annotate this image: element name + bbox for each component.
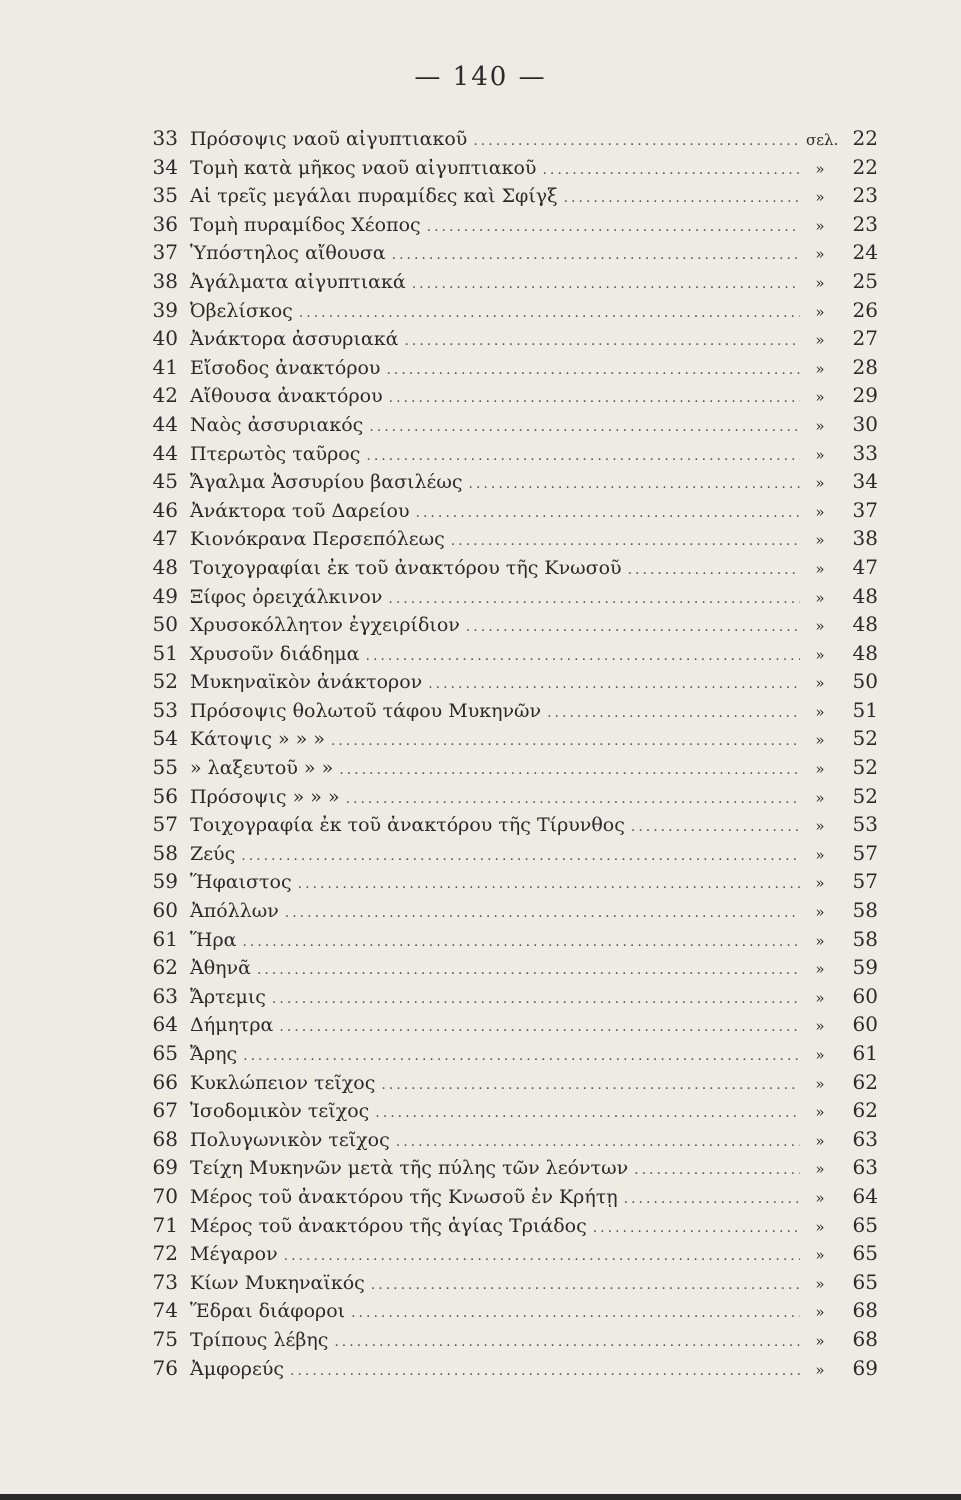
figure-title: Κιονόκρανα Περσεπόλεως [190, 528, 445, 551]
figure-number: 49 [152, 583, 178, 608]
page-ref-mark: » [815, 531, 825, 550]
page-ref-mark: » [815, 1046, 825, 1064]
page-ref-number: 65 [852, 1212, 878, 1237]
page-ref-mark: » [815, 960, 825, 979]
figure-number: 44 [152, 440, 178, 465]
figure-title: Ἄγαλμα Ἀσσυρίου βασιλέως [190, 471, 463, 494]
page-ref-mark: » [815, 331, 825, 350]
page-ref-mark: » [815, 874, 825, 893]
page-ref-number: 60 [852, 1012, 878, 1037]
page-ref-number: 57 [852, 840, 878, 865]
figure-title: Μέγαρον [190, 1243, 278, 1266]
figure-title: Τοιχογραφία ἐκ τοῦ ἀνακτόρου τῆς Τίρυνθος [190, 814, 625, 837]
list-item [118, 1033, 878, 1065]
list-item [118, 747, 878, 780]
figure-title: Αἴθουσα ἀνακτόρου [190, 385, 383, 408]
list-item [118, 1262, 878, 1294]
figure-number: 33 [152, 126, 178, 150]
figure-number: 40 [152, 326, 178, 351]
list-item [118, 633, 878, 665]
page-ref-mark: » [815, 702, 825, 721]
list-item [118, 232, 878, 265]
figure-number: 68 [152, 1126, 178, 1151]
page-ref-mark: » [815, 1360, 825, 1379]
page-ref-mark: » [815, 1274, 825, 1293]
figure-number: 44 [152, 411, 178, 436]
figure-number: 62 [152, 955, 178, 980]
page-bottom-edge [0, 1494, 961, 1500]
page-ref-number: 48 [852, 612, 878, 637]
page-ref-number: 68 [852, 1326, 878, 1351]
figure-title: Ἰσοδομικὸν τεῖχος [190, 1100, 370, 1123]
page-ref-mark: » [815, 1303, 825, 1322]
page-ref-mark: » [815, 1103, 825, 1122]
page-ref-number: 68 [852, 1298, 878, 1323]
list-item [118, 404, 878, 436]
list-item [118, 147, 878, 179]
list-item [118, 375, 878, 408]
list-item [118, 1147, 878, 1180]
page-ref-number: 63 [852, 1126, 878, 1151]
page-ref-number: 69 [852, 1355, 878, 1380]
figure-title: Ἄρτεμις [190, 985, 266, 1008]
list-item [118, 1290, 878, 1323]
page-ref-number: 22 [852, 154, 878, 179]
page-ref-mark: » [815, 1188, 825, 1207]
figure-number: 60 [152, 898, 178, 923]
list-item [118, 804, 878, 837]
figure-title: Τομὴ πυραμίδος Χέοπος [190, 213, 421, 236]
page-ref-mark: » [815, 674, 825, 693]
page-ref-mark: » [815, 845, 825, 864]
page-ref-number: 52 [852, 726, 878, 751]
page-ref-mark: » [815, 159, 825, 178]
figure-number: 57 [152, 812, 178, 837]
list-item [118, 690, 878, 722]
figure-title: Αἱ τρεῖς μεγάλαι πυραμίδες καὶ Σφίγξ [190, 185, 558, 208]
figure-title: Ἀνάκτορα ἀσσυριακά [190, 328, 399, 351]
page-ref-mark: » [815, 1160, 825, 1179]
figure-number: 71 [152, 1212, 178, 1237]
list-item [118, 919, 878, 951]
page-ref-mark: » [815, 817, 825, 836]
figure-number: 74 [152, 1298, 178, 1323]
figure-title: Κάτοψις » » » [190, 728, 325, 751]
list-item [118, 1319, 878, 1351]
page-ref-mark: » [815, 502, 825, 521]
page-ref-mark: » [815, 1017, 825, 1036]
figure-number: 42 [152, 383, 178, 408]
list-item [118, 776, 878, 808]
figure-title: Χρυσοῦν διάδημα [190, 642, 360, 665]
page-ref-number: 23 [852, 211, 878, 236]
figure-index-list [118, 118, 878, 1380]
figure-number: 38 [152, 268, 178, 293]
figure-title: Εἴσοδος ἀνακτόρου [190, 356, 381, 379]
list-item [118, 490, 878, 522]
page-ref-number: 22 [852, 126, 878, 150]
figure-title: Πρόσοψις θολωτοῦ τάφου Μυκηνῶν [190, 699, 542, 722]
page-number: — 140 — [414, 62, 547, 92]
figure-number: 59 [152, 869, 178, 894]
list-item [118, 1233, 878, 1266]
list-item [118, 518, 878, 551]
figure-number: 61 [152, 926, 178, 951]
figure-title: Ἄρης [190, 1043, 238, 1065]
page-ref-mark: » [815, 273, 825, 292]
page-ref-number: 58 [852, 926, 878, 951]
page-ref-mark: » [815, 645, 825, 664]
page-ref-number: 50 [852, 669, 878, 694]
page-ref-mark: σελ. [806, 131, 839, 149]
figure-number: 70 [152, 1183, 178, 1208]
figure-title: Ἀθηνᾶ [190, 957, 251, 980]
page-ref-number: 52 [852, 783, 878, 808]
page-ref-number: 38 [852, 526, 878, 551]
figure-title: Ἥφαιστος [190, 871, 292, 894]
list-item [118, 318, 878, 351]
list-item [118, 1176, 878, 1208]
figure-title: Ναὸς ἀσσυριακός [190, 413, 364, 436]
list-item [118, 1348, 878, 1380]
list-item [118, 661, 878, 694]
page-ref-mark: » [815, 188, 825, 207]
list-item [118, 204, 878, 236]
list-item [118, 1090, 878, 1123]
list-item [118, 461, 878, 494]
page-ref-number: 61 [852, 1041, 878, 1065]
figure-title: Μυκηναϊκὸν ἀνάκτορον [190, 671, 423, 694]
figure-number: 41 [152, 354, 178, 379]
list-item [118, 290, 878, 322]
page-ref-mark: » [815, 931, 825, 950]
figure-number: 34 [152, 154, 178, 179]
list-item [118, 347, 878, 379]
figure-title: » λαξευτοῦ » » [190, 757, 334, 780]
page-ref-number: 47 [852, 554, 878, 579]
list-item [118, 833, 878, 865]
list-item [118, 1119, 878, 1151]
figure-title: Κυκλώπειον τεῖχος [190, 1071, 376, 1094]
page-ref-number: 48 [852, 583, 878, 608]
page-ref-mark: » [815, 903, 825, 922]
figure-title: Ἥρα [190, 928, 237, 951]
page-ref-mark: » [815, 617, 825, 636]
list-item [118, 1004, 878, 1037]
figure-number: 54 [152, 726, 178, 751]
page-ref-mark: » [815, 1131, 825, 1150]
page-ref-mark: » [815, 988, 825, 1007]
page-ref-mark: » [815, 245, 825, 264]
figure-number: 52 [152, 669, 178, 694]
figure-number: 39 [152, 297, 178, 322]
page-ref-number: 52 [852, 755, 878, 780]
page-ref-mark: » [815, 788, 825, 807]
figure-title: Πρόσοψις ναοῦ αἰγυπτιακοῦ [190, 128, 468, 150]
figure-number: 47 [152, 526, 178, 551]
page-ref-mark: » [815, 1246, 825, 1265]
page-ref-number: 65 [852, 1241, 878, 1266]
list-item [118, 861, 878, 894]
figure-title: Τρίπους λέβης [190, 1328, 329, 1351]
page-ref-number: 58 [852, 898, 878, 923]
figure-number: 50 [152, 612, 178, 637]
figure-title: Χρυσοκόλλητον ἐγχειρίδιον [190, 614, 460, 637]
figure-number: 46 [152, 497, 178, 522]
figure-title: Ὀβελίσκος [190, 299, 293, 322]
figure-title: Ἀγάλματα αἰγυπτιακά [190, 270, 406, 293]
list-item [118, 1062, 878, 1094]
figure-title: Τοιχογραφίαι ἐκ τοῦ ἀνακτόρου τῆς Κνωσοῦ [190, 556, 622, 579]
figure-number: 35 [152, 183, 178, 208]
figure-title: Ὑπόστηλος αἴθουσα [190, 242, 386, 265]
page-ref-number: 59 [852, 955, 878, 980]
figure-title: Ἀμφορεύς [190, 1357, 285, 1380]
figure-title: Τομὴ κατὰ μῆκος ναοῦ αἰγυπτιακοῦ [190, 156, 537, 179]
page-ref-number: 57 [852, 869, 878, 894]
page-ref-mark: » [815, 731, 825, 750]
dot-leader [290, 1357, 800, 1386]
list-item [118, 947, 878, 980]
page-ref-number: 65 [852, 1269, 878, 1294]
page-ref-number: 62 [852, 1069, 878, 1094]
page-ref-number: 62 [852, 1098, 878, 1123]
list-item [118, 604, 878, 637]
page-ref-number: 25 [852, 268, 878, 293]
page-ref-number: 64 [852, 1183, 878, 1208]
figure-title: Πτερωτὸς ταῦρος [190, 442, 361, 465]
page-ref-number: 26 [852, 297, 878, 322]
page-ref-number: 37 [852, 497, 878, 522]
page-ref-number: 53 [852, 812, 878, 837]
page-ref-mark: » [815, 445, 825, 464]
list-item [118, 976, 878, 1008]
list-item [118, 118, 878, 150]
page-ref-number: 28 [852, 354, 878, 379]
page-ref-number: 29 [852, 383, 878, 408]
figure-title: Κίων Μυκηναϊκός [190, 1271, 365, 1294]
figure-title: Ξίφος ὀρειχάλκινον [190, 585, 383, 608]
figure-title: Ζεύς [190, 842, 236, 865]
page-ref-mark: » [815, 216, 825, 235]
page-ref-number: 23 [852, 183, 878, 208]
list-item [118, 433, 878, 465]
page-ref-mark: » [815, 760, 825, 779]
page-ref-number: 24 [852, 240, 878, 265]
figure-number: 65 [152, 1041, 178, 1065]
figure-number: 37 [152, 240, 178, 265]
page-ref-mark: » [815, 474, 825, 493]
figure-number: 56 [152, 783, 178, 808]
figure-title: Μέρος τοῦ ἀνακτόρου τῆς Κνωσοῦ ἐν Κρήτῃ [190, 1185, 618, 1208]
figure-number: 36 [152, 211, 178, 236]
page-ref-mark: » [815, 388, 825, 407]
figure-title: Πρόσοψις » » » [190, 785, 340, 808]
list-item [118, 175, 878, 208]
page-ref-number: 48 [852, 640, 878, 665]
page-ref-mark: » [815, 359, 825, 378]
page-ref-mark: » [815, 1331, 825, 1350]
figure-title: Μέρος τοῦ ἀνακτόρου τῆς ἁγίας Τριάδος [190, 1214, 587, 1237]
figure-number: 69 [152, 1155, 178, 1180]
figure-number: 58 [152, 840, 178, 865]
figure-title: Τείχη Μυκηνῶν μετὰ τῆς πύλης τῶν λεόντων [190, 1157, 629, 1180]
page-ref-number: 27 [852, 326, 878, 351]
figure-title: Ἕδραι διάφοροι [190, 1300, 346, 1323]
figure-number: 66 [152, 1069, 178, 1094]
figure-number: 45 [152, 469, 178, 494]
page-ref-mark: » [815, 302, 825, 321]
list-item [118, 576, 878, 608]
figure-number: 75 [152, 1326, 178, 1351]
figure-number: 73 [152, 1269, 178, 1294]
list-item [118, 1205, 878, 1237]
figure-number: 63 [152, 983, 178, 1008]
page-ref-number: 33 [852, 440, 878, 465]
figure-title: Ἀπόλλων [190, 900, 279, 923]
figure-number: 72 [152, 1241, 178, 1266]
page-ref-number: 30 [852, 411, 878, 436]
figure-title: Πολυγωνικὸν τεῖχος [190, 1128, 390, 1151]
figure-number: 76 [152, 1355, 178, 1380]
figure-number: 48 [152, 554, 178, 579]
list-item [118, 261, 878, 293]
page-ref-mark: » [815, 1074, 825, 1093]
page-ref-number: 34 [852, 469, 878, 494]
page-ref-number: 51 [852, 697, 878, 722]
figure-title: Δήμητρα [190, 1014, 274, 1037]
figure-number: 51 [152, 640, 178, 665]
list-item [118, 890, 878, 923]
figure-number: 64 [152, 1012, 178, 1037]
page-ref-number: 60 [852, 983, 878, 1008]
figure-number: 55 [152, 755, 178, 780]
page-ref-mark: » [815, 1217, 825, 1236]
page-ref-mark: » [815, 559, 825, 578]
figure-number: 67 [152, 1098, 178, 1123]
page-ref-number: 63 [852, 1155, 878, 1180]
page-ref-mark: » [815, 416, 825, 435]
page-ref-mark: » [815, 588, 825, 607]
list-item [118, 547, 878, 579]
figure-number: 53 [152, 697, 178, 722]
list-item [118, 718, 878, 751]
figure-title: Ἀνάκτορα τοῦ Δαρείου [190, 499, 410, 522]
